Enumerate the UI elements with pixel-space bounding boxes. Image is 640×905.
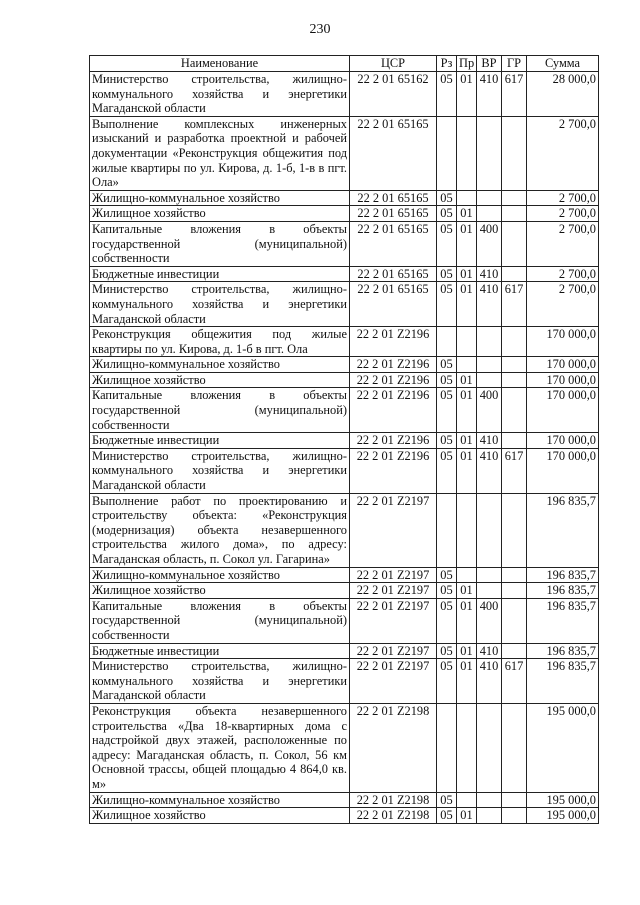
cell-name: Жилищно-коммунальное хозяйство [90,567,350,583]
cell-sum: 195 000,0 [527,703,599,792]
cell-csr: 22 2 01 Z2196 [350,433,437,449]
cell-csr: 22 2 01 Z2197 [350,583,437,599]
table-row [90,206,599,222]
cell-sum: 196 835,7 [527,567,599,583]
cell-gr [502,567,527,583]
cell-name: Жилищное хозяйство [90,372,350,388]
cell-csr: 22 2 01 Z2196 [350,448,437,493]
table-row [90,703,599,792]
cell-gr [502,372,527,388]
cell-csr: 22 2 01 65165 [350,206,437,222]
table-row [90,448,599,493]
table-row [90,493,599,567]
cell-name: Бюджетные инвестиции [90,643,350,659]
cell-rz: 05 [437,266,457,282]
cell-csr: 22 2 01 65165 [350,190,437,206]
cell-gr [502,206,527,222]
cell-sum: 196 835,7 [527,493,599,567]
cell-name: Капитальные вложения в объекты государственной (муниципальной) собственности [90,598,350,643]
cell-rz: 05 [437,206,457,222]
cell-name: Министерство строительства, жилищно-коммунального хозяйства и энергетики Магаданской области [90,659,350,704]
cell-vr: 410 [477,448,502,493]
cell-csr: 22 2 01 Z2197 [350,598,437,643]
cell-csr: 22 2 01 Z2198 [350,808,437,824]
cell-vr [477,190,502,206]
cell-sum: 2 700,0 [527,206,599,222]
table-row [90,598,599,643]
cell-name: Министерство строительства, жилищно-коммунального хозяйства и энергетики Магаданской области [90,282,350,327]
cell-vr: 400 [477,388,502,433]
table-row [90,372,599,388]
cell-rz: 05 [437,372,457,388]
cell-vr [477,583,502,599]
cell-rz: 05 [437,357,457,373]
cell-name: Жилищное хозяйство [90,808,350,824]
cell-vr [477,808,502,824]
table-row [90,792,599,808]
table-header-row [90,56,599,72]
cell-csr: 22 2 01 Z2197 [350,659,437,704]
cell-sum: 170 000,0 [527,357,599,373]
cell-rz: 05 [437,433,457,449]
header-gr: ГР [502,56,527,72]
table-row [90,659,599,704]
cell-vr [477,493,502,567]
cell-gr [502,388,527,433]
cell-pr: 01 [457,448,477,493]
cell-pr: 01 [457,372,477,388]
cell-gr [502,598,527,643]
cell-pr: 01 [457,282,477,327]
cell-name: Реконструкция общежития под жилые квартиры по ул. Кирова, д. 1-б в пгт. Ола [90,327,350,357]
cell-name: Бюджетные инвестиции [90,433,350,449]
cell-csr: 22 2 01 Z2196 [350,372,437,388]
header-sum: Сумма [527,56,599,72]
header-pr: Пр [457,56,477,72]
cell-vr [477,327,502,357]
table-row [90,433,599,449]
cell-vr [477,703,502,792]
cell-rz: 05 [437,190,457,206]
cell-csr: 22 2 01 Z2196 [350,357,437,373]
cell-gr [502,357,527,373]
cell-gr [502,266,527,282]
budget-table [89,55,599,824]
cell-pr [457,567,477,583]
cell-sum: 28 000,0 [527,72,599,117]
cell-name: Капитальные вложения в объекты государственной (муниципальной) собственности [90,388,350,433]
cell-sum: 196 835,7 [527,643,599,659]
table-row [90,583,599,599]
cell-sum: 2 700,0 [527,282,599,327]
cell-csr: 22 2 01 Z2197 [350,493,437,567]
table-row [90,808,599,824]
cell-gr [502,190,527,206]
cell-csr: 22 2 01 Z2197 [350,643,437,659]
cell-gr: 617 [502,72,527,117]
cell-rz: 05 [437,567,457,583]
table-row [90,221,599,266]
cell-pr [457,357,477,373]
cell-vr [477,116,502,190]
cell-rz: 05 [437,583,457,599]
cell-gr: 617 [502,282,527,327]
cell-sum: 170 000,0 [527,448,599,493]
cell-vr: 410 [477,72,502,117]
table-row [90,116,599,190]
table-row [90,282,599,327]
cell-sum: 196 835,7 [527,598,599,643]
cell-csr: 22 2 01 Z2196 [350,388,437,433]
header-csr: ЦСР [350,56,437,72]
cell-pr: 01 [457,659,477,704]
cell-rz: 05 [437,388,457,433]
table-row [90,72,599,117]
cell-gr: 617 [502,448,527,493]
cell-sum: 196 835,7 [527,583,599,599]
cell-gr [502,221,527,266]
cell-name: Жилищное хозяйство [90,206,350,222]
table-row [90,327,599,357]
cell-csr: 22 2 01 65162 [350,72,437,117]
cell-csr: 22 2 01 65165 [350,116,437,190]
table-row [90,567,599,583]
cell-gr: 617 [502,659,527,704]
cell-sum: 170 000,0 [527,327,599,357]
header-name: Наименование [90,56,350,72]
cell-rz: 05 [437,448,457,493]
cell-gr [502,808,527,824]
cell-pr: 01 [457,583,477,599]
cell-name: Жилищно-коммунальное хозяйство [90,190,350,206]
cell-sum: 2 700,0 [527,266,599,282]
cell-pr: 01 [457,808,477,824]
cell-gr [502,583,527,599]
cell-pr [457,792,477,808]
cell-csr: 22 2 01 Z2198 [350,703,437,792]
cell-gr [502,493,527,567]
cell-gr [502,643,527,659]
cell-rz: 05 [437,643,457,659]
cell-name: Выполнение комплексных инженерных изысканий и разработка проектной и рабочей документации «Реконструкция общежития под жилые квартиры по ул. Кирова, д. 1-б, 1-в в пгт. Ола» [90,116,350,190]
cell-rz [437,493,457,567]
cell-name: Бюджетные инвестиции [90,266,350,282]
cell-gr [502,703,527,792]
cell-pr: 01 [457,221,477,266]
cell-gr [502,327,527,357]
cell-rz [437,327,457,357]
cell-vr [477,567,502,583]
cell-pr: 01 [457,643,477,659]
header-rz: Рз [437,56,457,72]
cell-sum: 2 700,0 [527,116,599,190]
cell-pr [457,493,477,567]
cell-vr: 410 [477,643,502,659]
table-row [90,190,599,206]
cell-pr: 01 [457,266,477,282]
cell-name: Министерство строительства, жилищно-коммунального хозяйства и энергетики Магаданской области [90,72,350,117]
cell-pr: 01 [457,598,477,643]
cell-csr: 22 2 01 65165 [350,221,437,266]
cell-rz: 05 [437,282,457,327]
cell-rz [437,703,457,792]
cell-csr: 22 2 01 65165 [350,282,437,327]
cell-csr: 22 2 01 65165 [350,266,437,282]
cell-rz [437,116,457,190]
page-number: 230 [309,22,331,37]
cell-pr: 01 [457,206,477,222]
cell-rz: 05 [437,792,457,808]
cell-sum: 195 000,0 [527,792,599,808]
cell-pr [457,327,477,357]
header-vr: ВР [477,56,502,72]
cell-sum: 195 000,0 [527,808,599,824]
cell-csr: 22 2 01 Z2197 [350,567,437,583]
cell-rz: 05 [437,808,457,824]
cell-vr [477,206,502,222]
cell-vr: 400 [477,221,502,266]
cell-rz: 05 [437,72,457,117]
cell-pr [457,703,477,792]
table-row [90,643,599,659]
cell-vr [477,792,502,808]
cell-vr: 410 [477,433,502,449]
cell-gr [502,116,527,190]
cell-vr [477,357,502,373]
cell-sum: 170 000,0 [527,388,599,433]
cell-csr: 22 2 01 Z2196 [350,327,437,357]
cell-gr [502,433,527,449]
cell-vr: 410 [477,266,502,282]
cell-rz: 05 [437,221,457,266]
table-row [90,388,599,433]
cell-name: Жилищно-коммунальное хозяйство [90,792,350,808]
cell-vr [477,372,502,388]
cell-pr: 01 [457,388,477,433]
cell-sum: 170 000,0 [527,433,599,449]
cell-name: Реконструкция объекта незавершенного строительства «Два 18-квартирных дома с надстройкой двух этажей, расположенные по адресу: Магаданская область, п. Сокол, 56 км Основной трассы, общей площадью 4 864,0 кв. м» [90,703,350,792]
cell-pr [457,116,477,190]
cell-vr: 410 [477,282,502,327]
cell-name: Жилищное хозяйство [90,583,350,599]
cell-csr: 22 2 01 Z2198 [350,792,437,808]
cell-gr [502,792,527,808]
table-row [90,357,599,373]
table-row [90,266,599,282]
cell-sum: 2 700,0 [527,190,599,206]
cell-vr: 410 [477,659,502,704]
cell-pr: 01 [457,433,477,449]
cell-pr: 01 [457,72,477,117]
cell-vr: 400 [477,598,502,643]
cell-sum: 170 000,0 [527,372,599,388]
cell-rz: 05 [437,659,457,704]
cell-name: Министерство строительства, жилищно-коммунального хозяйства и энергетики Магаданской области [90,448,350,493]
cell-sum: 2 700,0 [527,221,599,266]
cell-pr [457,190,477,206]
cell-sum: 196 835,7 [527,659,599,704]
cell-name: Выполнение работ по проектированию и строительству объекта: «Реконструкция (модернизация) объекта незавершенного строительства жилого дома», по адресу: Магаданская область, п. Сокол ул. Гагарина» [90,493,350,567]
cell-name: Капитальные вложения в объекты государственной (муниципальной) собственности [90,221,350,266]
cell-name: Жилищно-коммунальное хозяйство [90,357,350,373]
cell-rz: 05 [437,598,457,643]
